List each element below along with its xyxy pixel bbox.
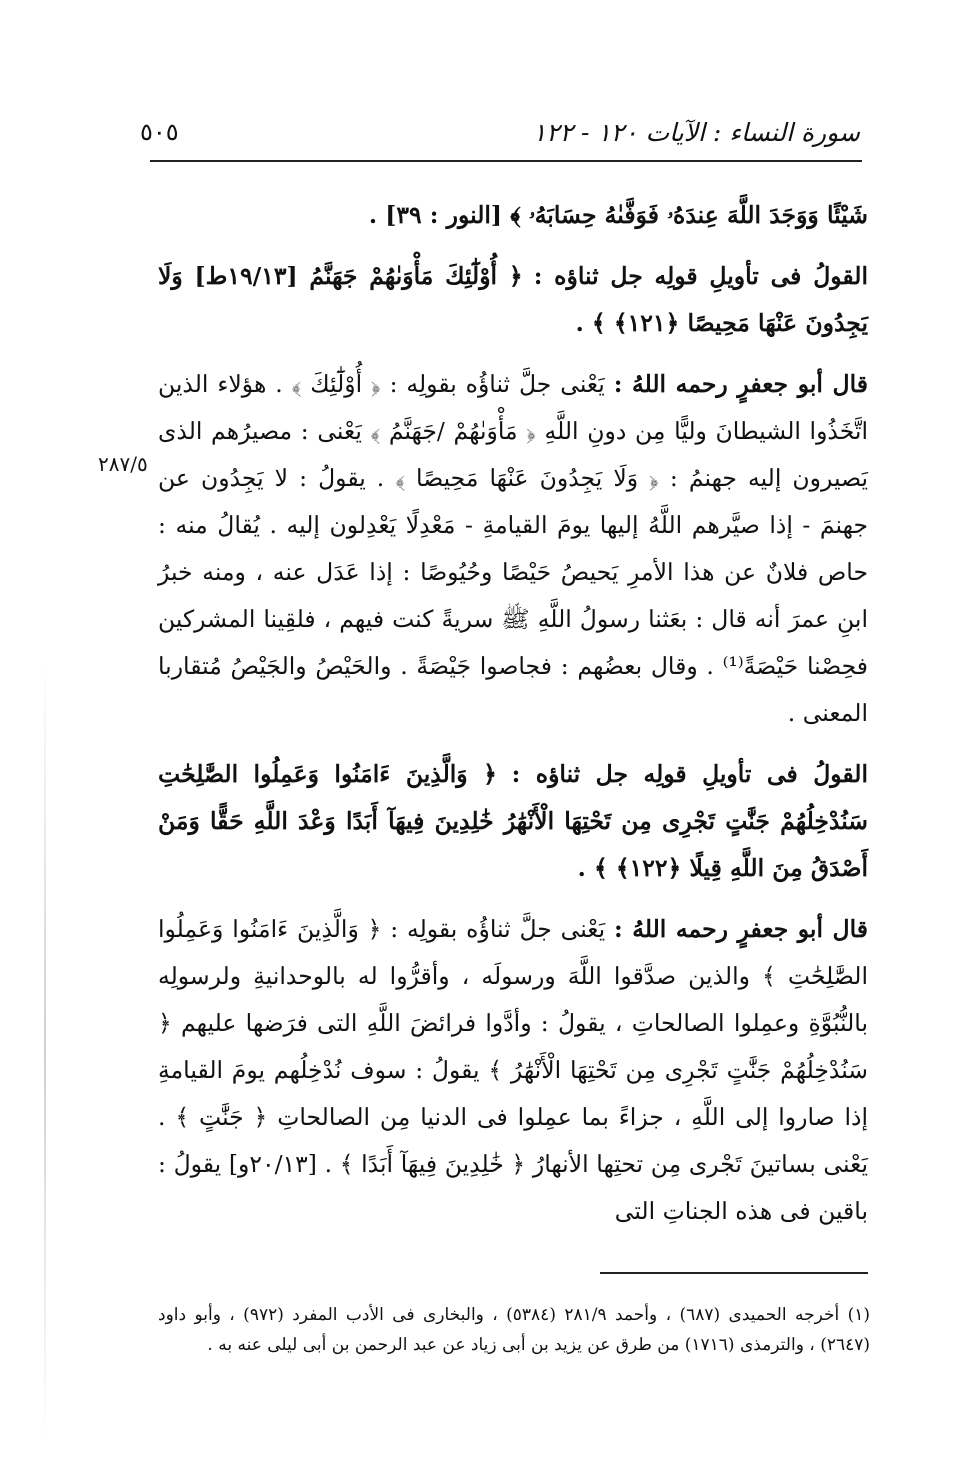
- header-rule: [150, 160, 862, 162]
- author-lead: قال أبو جعفرٍ رحمه اللهُ :: [613, 370, 868, 398]
- page-header: [140, 112, 860, 152]
- paragraph-3: [158, 361, 868, 737]
- paragraph-2: [158, 253, 868, 347]
- quran-verse: ﴿ أُوْلَٰٓئِكَ مَأْوَىٰهُمْ جَهَنَّمُ [١٩/١٣ط] وَلَا يَجِدُونَ عَنْهَا مَحِيصًا ﴿١٢١﴾ ﴾ .: [158, 262, 868, 337]
- footnotes: [158, 1300, 870, 1360]
- footnote-rule: [600, 1272, 868, 1274]
- author-lead: قال أبو جعفرٍ رحمه اللهُ :: [614, 915, 868, 943]
- margin-reference: ٢٨٧/٥: [98, 452, 148, 476]
- section-lead: القولُ فى تأويلِ قولِه جل ثناؤه :: [511, 760, 868, 788]
- section-lead: القولُ فى تأويلِ قولِه جل ثناؤه :: [533, 262, 868, 290]
- commentary-text: يَعْنى جلَّ ثناؤُه بقولِه : ﴿ أُوْلَٰٓئِكَ ﴾ . هؤلاء الذين اتَّخَذُوا الشيطانَ وليًّا مِن دونِ اللَّهِ ﴿ مَأْوَىٰهُمْ /جَهَنَّمُ ﴾ يَعْنى : مصيرُهم الذى يَصيرون إليه جهنمُ : ﴿ وَلَا يَجِدُونَ عَنْهَا مَحِيصًا ﴾ . يقولُ : لا يَجِدُون عن جهنمَ - إذا صيَّرهم اللَّهُ إليها يومَ القيامةِ - مَعْدِلًا يَعْدِلون إليه . يُقالُ منه : حاص فلانٌ عن هذا الأمرِ يَحيصُ حَيْصًا وحُيُوصًا : إذا عَدَل عنه ، ومنه خبرُ ابنِ عمرَ أنه قال : بعَثنا رسولُ اللَّهِ ﷺ سريةً كنت فيهم ، فلقِينا المشركين فحِصْنا حَيْصَةً⁽¹⁾ . وقال بعضُهم : فجاصوا جَيْصَةً . والحَيْصُ والجَيْصُ مُتقاربا المعنى .: [158, 370, 868, 727]
- scan-edge-shadow: [44, 660, 46, 1440]
- paragraph-4: [158, 751, 868, 892]
- commentary-text: يَعْنى جلَّ ثناؤُه بقولِه : ﴿ وَالَّذِينَ ءَامَنُوا وَعَمِلُوا الصَّٰلِحَٰتِ ﴾ والذين صدَّقوا اللَّهَ ورسولَه ، وأقرُّوا له بالوحدانيةِ ولرسولِه بالنُّبُوَّةِ وعمِلوا الصالحاتِ ، يقولُ : وأدَّوا فرائضَ اللَّهِ التى فرَضها عليهم ﴿ سَنُدْخِلُهُمْ جَنَّٰتٍ تَجْرِى مِن تَحْتِهَا الْأَنْهَٰرُ ﴾ يقولُ : سوف نُدْخِلُهم يومَ القيامةِ إذا صاروا إلى اللَّهِ ، جزاءً بما عمِلوا فى الدنيا مِن الصالحاتِ ﴿ جَنَّٰتٍ ﴾ . يَعْنى بساتينَ تَجْرى مِن تحتِها الأنهارُ ﴿ خَٰلِدِينَ فِيهَآ أَبَدًا ﴾ . [٢٠/١٣و] يقولُ : باقين فى هذه الجناتِ التى: [158, 915, 868, 1225]
- paragraph-5: [158, 906, 868, 1235]
- footnote-1: (١) أخرجه الحميدى (٦٨٧) ، وأحمد ٢٨١/٩ (٥٣٨٤) ، والبخارى فى الأدب المفرد (٩٧٢) ، وأبو داود (٢٦٤٧) ، والترمذى (١٧١٦) من طرق عن يزيد بن أبى زياد عن عبد الرحمن بن أبى ليلى عنه به .: [158, 1305, 871, 1355]
- quran-verse-continuation: شَيْئًا وَوَجَدَ اللَّهَ عِندَهُۥ فَوَفَّىٰهُ حِسَابَهُۥ ﴾ [النور : ٣٩] .: [368, 201, 868, 229]
- paragraph-1: [158, 192, 868, 239]
- main-text: [158, 192, 868, 1249]
- page-number: ٥٠٥: [140, 118, 179, 146]
- running-title: سورة النساء : الآيات ١٢٠ - ١٢٢: [532, 117, 860, 147]
- quran-verse: ﴿ وَالَّذِينَ ءَامَنُوا وَعَمِلُوا الصَّٰلِحَٰتِ سَنُدْخِلُهُمْ جَنَّٰتٍ تَجْرِى مِن تَحْتِهَا الْأَنْهَٰرُ خَٰلِدِينَ فِيهَآ أَبَدًا وَعْدَ اللَّهِ حَقًّا وَمَنْ أَصْدَقُ مِنَ اللَّهِ قِيلًا ﴿١٢٢﴾ ﴾ .: [158, 760, 868, 882]
